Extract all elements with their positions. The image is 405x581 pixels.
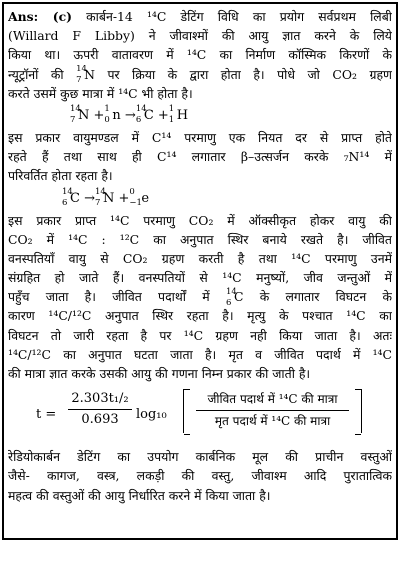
formula-denominator: 0.693	[81, 412, 119, 428]
formula-bracket	[183, 389, 362, 433]
nitrogen-isotope-notation: 14 7	[76, 64, 87, 84]
para3-line-5	[8, 287, 392, 306]
formula-log: log₁₀	[136, 407, 167, 423]
answer-text-1: कार्बन-14 ¹⁴C डेटिंग विधि का प्रयोग सर्वप्रथम लिबी	[86, 9, 392, 24]
para3-line-6: कारण ¹⁴C/¹²C अनुपात स्थिर रहता है। मृत्यु के पश्चात ¹⁴C का	[8, 308, 392, 324]
answer-line-4	[8, 65, 392, 84]
para3-text-5b: C के लगातार विघटन के	[233, 289, 392, 305]
para4-line-1: रेडियोकार्बन डेटिंग का उपयोग कार्बनिक मूल की प्राचीन वस्तुओं	[8, 449, 392, 465]
formula-fraction	[68, 389, 132, 430]
nuclear-equation-1: 14 7 N + 1 0 n → 14 6 C + 1 1 H	[70, 104, 189, 126]
para3-line-1: इस प्रकार प्राप्त ¹⁴C परमाणु CO₂ में ऑक्सीकृत होकर वायु की	[8, 212, 392, 228]
para3-line-9: की मात्रा ज्ञात करके उसकी आयु की गणना निम्न प्रकार की जाती है।	[8, 366, 311, 382]
para3-text-5a: पहुँच जाता है। जीवित पदार्थों में	[8, 289, 210, 305]
formula-inner-denominator: मृत पदार्थ में ¹⁴C की मात्रा	[214, 414, 331, 429]
para3-line-4: संग्रहित हो जाते हैं। वनस्पतियों से ¹⁴C मनुष्यों, जीव जन्तुओं में	[8, 270, 392, 286]
para2-line-2: रहते हैं तथा साथ ही C¹⁴ लगातार β–उत्सर्जन करके ₇N¹⁴ में	[8, 149, 392, 165]
answer-text-4a: न्यूट्रॉनों की	[8, 66, 64, 82]
para4-line-3: महत्व की वस्तुओं की आयु निर्धारित करने में किया जाता है।	[8, 487, 271, 503]
age-formula	[8, 385, 392, 445]
answer-line-1	[8, 7, 392, 26]
answer-text-4b: N पर क्रिया के द्वारा होता है। पोधे जो CO₂ ग्रहण	[84, 66, 392, 82]
para3-line-2: CO₂ में ¹⁴C : ¹²C का अनुपात स्थिर बनाये रखते है। जीवित	[8, 231, 392, 247]
formula-lhs: t =	[36, 407, 57, 423]
para2-line-3: परिवर्तित होता रहता है।	[8, 168, 113, 184]
answer-label: Ans: (c)	[8, 9, 72, 24]
carbon-isotope-notation: 14 6	[225, 287, 237, 307]
answer-line-2: (Willard F Libby) ने जीवाश्मों की आयु ज्ञात करने के लिये	[8, 28, 392, 44]
answer-box	[2, 2, 398, 540]
para2-line-1: इस प्रकार वायुमण्डल में C¹⁴ परमाणु एक नियत दर से प्राप्त होते	[8, 129, 392, 145]
formula-numerator: 2.303t₁/₂	[68, 389, 132, 410]
para3-line-8: ¹⁴C/¹²C का अनुपात घटता जाता है। मृत व जीवित पदार्थ में ¹⁴C	[8, 346, 392, 362]
para3-line-7: विघटन तो जारी रहता है पर ¹⁴C ग्रहण नही किया जाता है। अतः	[8, 327, 392, 343]
answer-line-5: करते उसमें कुछ मात्रा में ¹⁴C भी होता है।	[8, 85, 193, 101]
answer-line-3: किया था। ऊपरी वातावरण में ¹⁴C का निर्माण कॉस्मिक किरणों के	[8, 47, 392, 63]
para3-line-3: वनस्पतियाँ वायु से CO₂ ग्रहण करती है तथा ¹⁴C परमाणु उनमें	[8, 250, 392, 266]
nuclear-equation-2: 14 6 C → 14 7 N + 0 −1 e	[62, 187, 150, 209]
formula-inner-numerator: जीवित पदार्थ में ¹⁴C की मात्रा	[196, 389, 349, 411]
para4-line-2: जैसे- कागज, वस्त्र, लकड़ी की वस्तु, जीवाश्म आदि पुरातात्विक	[8, 468, 392, 484]
